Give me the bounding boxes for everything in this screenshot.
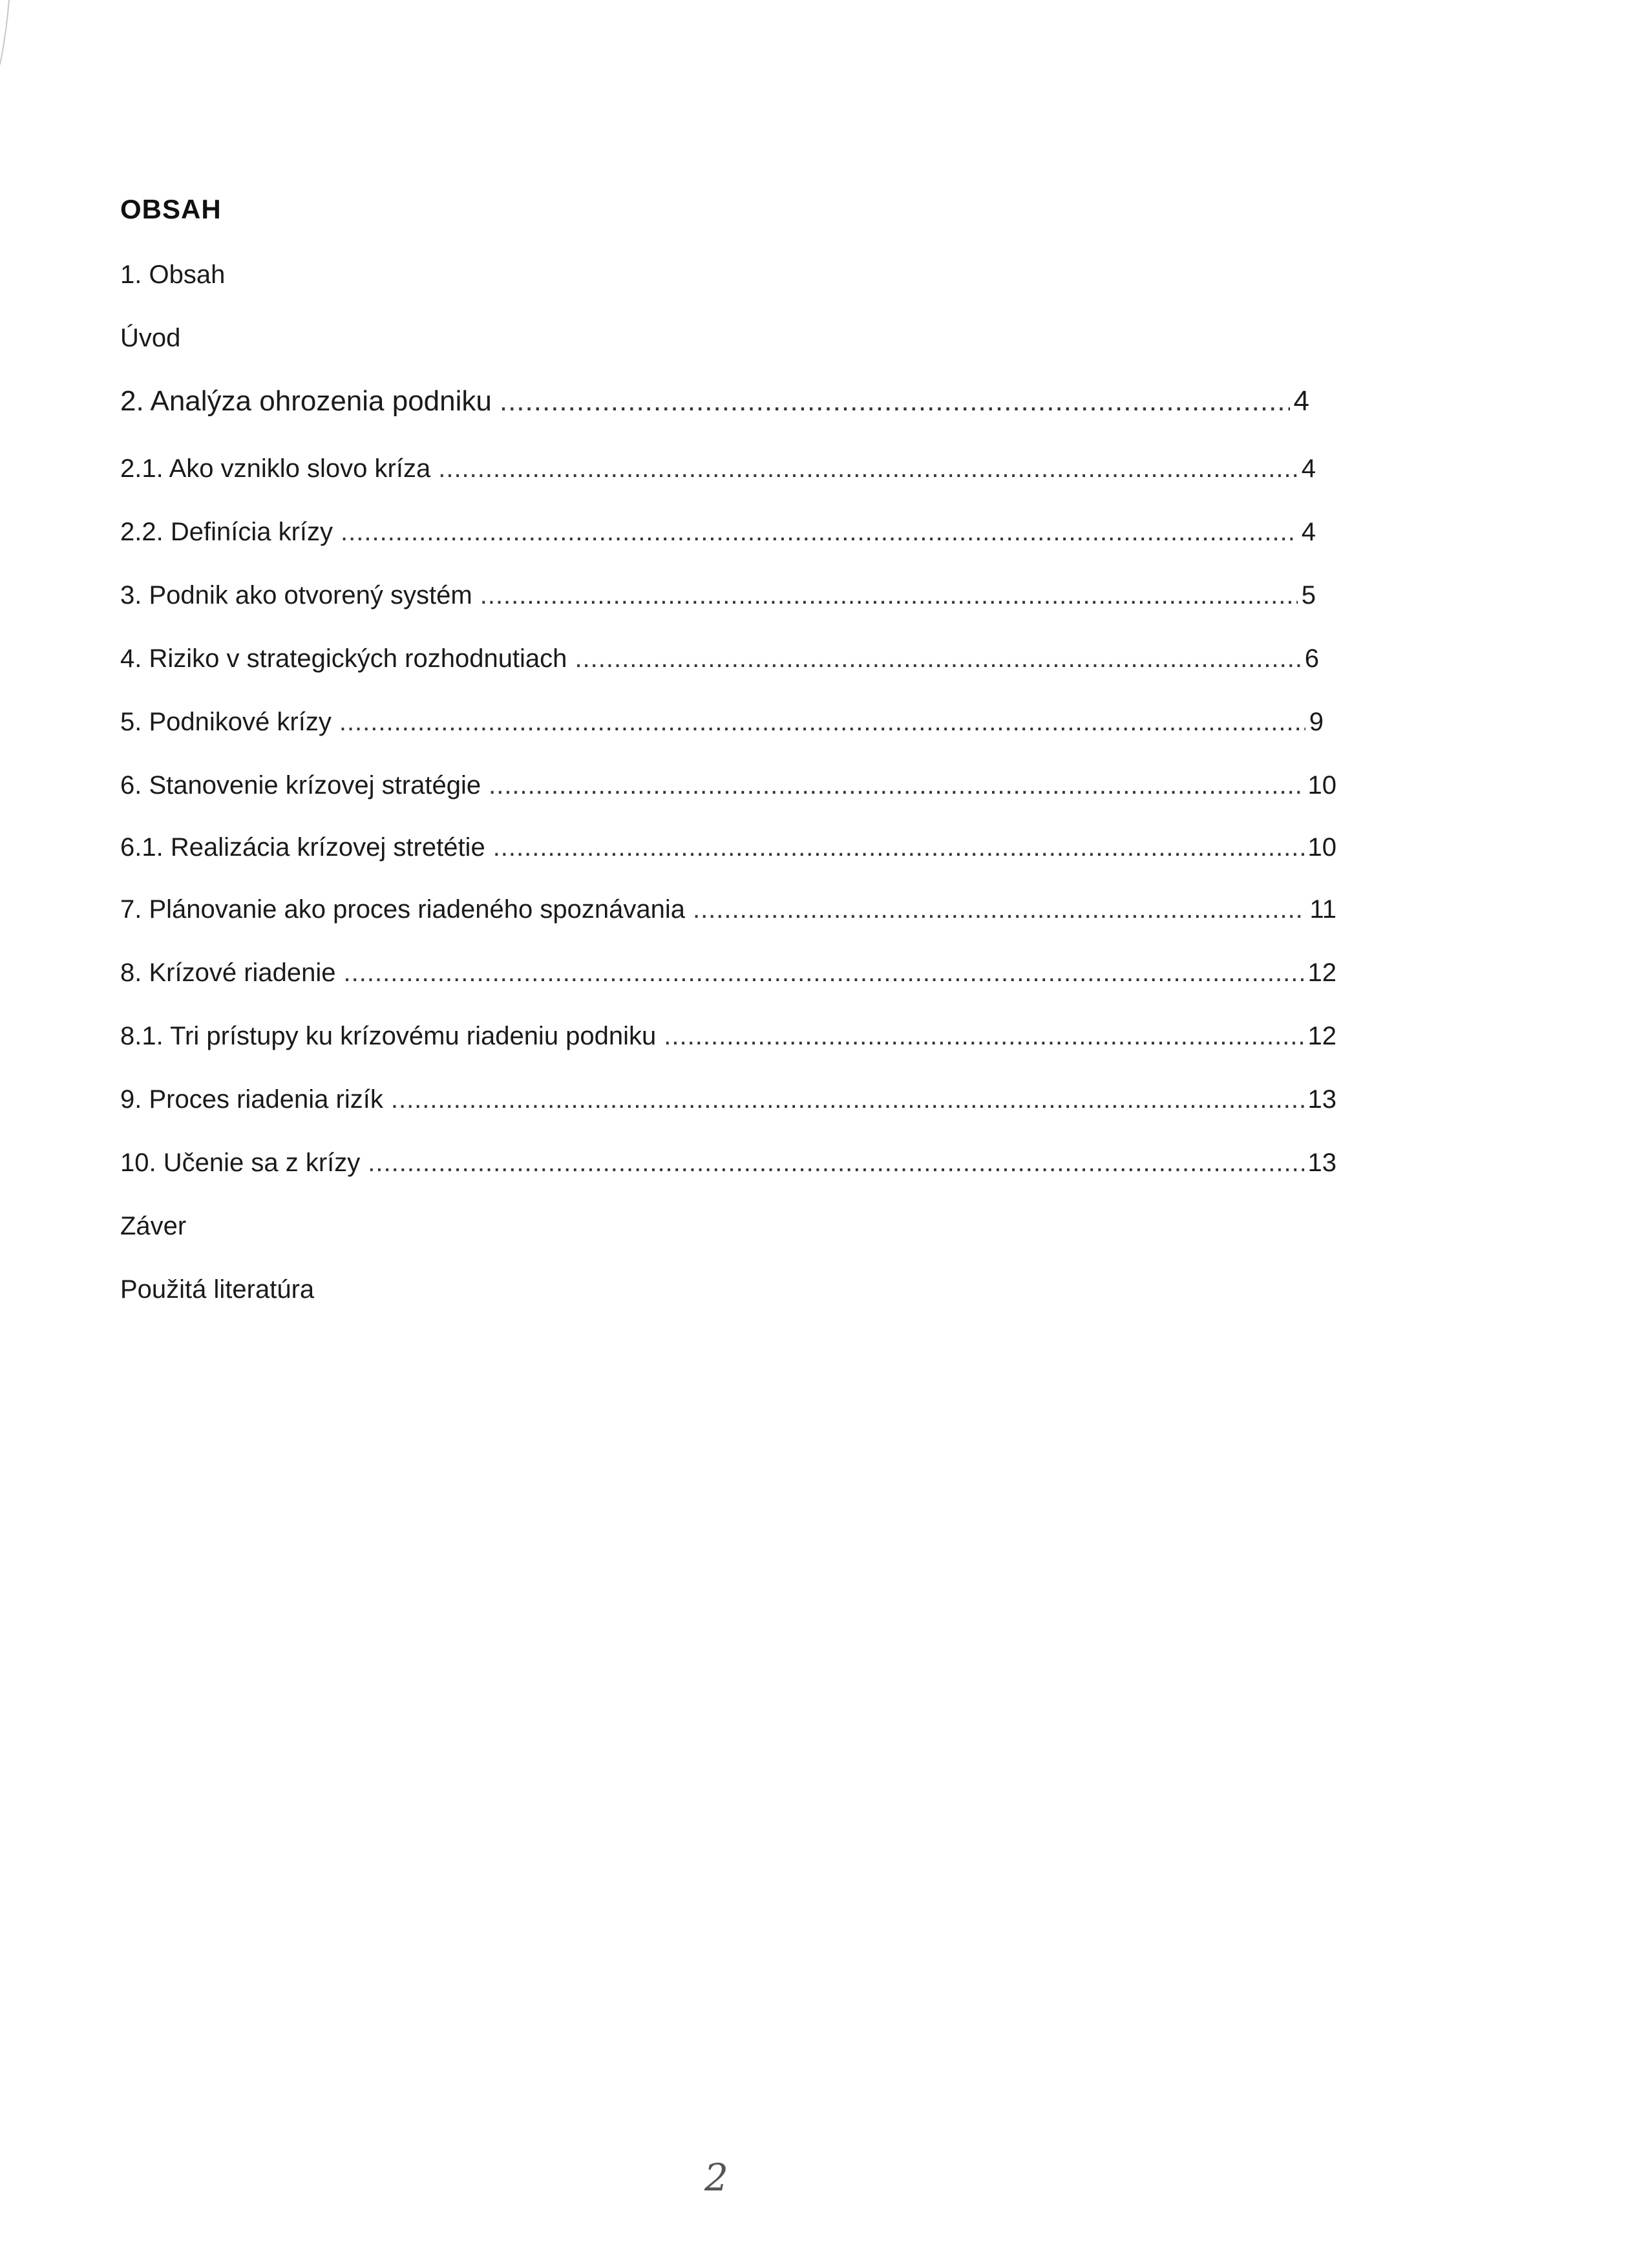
toc-entry-page: 4	[1301, 518, 1316, 546]
toc-entry-page: 10	[1307, 833, 1336, 862]
toc-entry-page: 6	[1304, 644, 1319, 673]
toc-entry-page: 5	[1301, 581, 1316, 609]
toc-entry	[120, 1020, 1336, 1052]
toc-entry	[120, 769, 1336, 801]
toc-entry-title: 8.1. Tri prístupy ku krízovému riadeniu podniku	[120, 1022, 657, 1050]
toc-entry-title: 6. Stanovenie krízovej stratégie	[120, 771, 481, 800]
toc-entry-page: 12	[1307, 1022, 1336, 1050]
toc-leader-dots	[500, 385, 1290, 418]
toc-leader-dots	[480, 579, 1298, 611]
toc-entry-page: 10	[1307, 771, 1336, 800]
toc-entry	[120, 579, 1316, 611]
toc-leader-dots	[438, 452, 1298, 485]
toc-leader-dots	[341, 516, 1298, 548]
toc-leader-dots	[693, 893, 1306, 926]
toc-entry-title: 10. Učenie sa z krízy	[120, 1149, 361, 1177]
handwritten-page-number: 2	[704, 2156, 728, 2199]
toc-entry-title: 7. Plánovanie ako proces riadeného spoznávania	[120, 895, 685, 924]
toc-entry-page: 12	[1307, 959, 1336, 987]
toc-leader-dots	[368, 1147, 1304, 1179]
toc-entry-page: 9	[1309, 708, 1324, 736]
toc-entry	[120, 642, 1319, 675]
toc-item-uvod: Úvod	[120, 324, 181, 352]
toc-entry	[120, 452, 1316, 485]
toc-entry-page: 11	[1309, 895, 1336, 924]
toc-entry-title: 4. Riziko v strategických rozhodnutiach	[120, 644, 567, 673]
toc-leader-dots	[575, 642, 1300, 675]
toc-item-literatura: Použitá literatúra	[120, 1275, 315, 1304]
toc-entry-title: 2.2. Definícia krízy	[120, 518, 333, 546]
toc-entry-title: 8. Krízové riadenie	[120, 959, 336, 987]
toc-leader-dots	[339, 706, 1305, 738]
toc-leader-dots	[391, 1083, 1304, 1116]
toc-leader-dots	[489, 769, 1304, 801]
toc-entry	[120, 1147, 1336, 1179]
toc-entry	[120, 893, 1336, 926]
toc-entry-title: 9. Proces riadenia rizík	[120, 1085, 383, 1114]
toc-entry-page: 13	[1307, 1149, 1336, 1177]
toc-entry-page: 4	[1301, 454, 1316, 483]
toc-leader-dots	[344, 957, 1304, 989]
toc-entry-title: 6.1. Realizácia krízovej stretétie	[120, 833, 485, 862]
toc-leader-dots	[664, 1020, 1304, 1052]
toc-entry	[120, 957, 1336, 989]
toc-item-obsah: 1. Obsah	[120, 260, 226, 289]
toc-entry	[120, 516, 1316, 548]
toc-entry-page: 4	[1293, 385, 1309, 417]
toc-entry	[120, 706, 1324, 738]
toc-entry	[120, 1083, 1336, 1116]
toc-entry-title: 3. Podnik ako otvorený systém	[120, 581, 472, 609]
toc-entry-page: 13	[1307, 1085, 1336, 1114]
toc-entry-title: 2. Analýza ohrozenia podniku	[120, 385, 492, 417]
scan-edge-mark	[0, 0, 26, 78]
toc-entry	[120, 385, 1309, 418]
toc-leader-dots	[493, 831, 1304, 864]
toc-entry-title: 5. Podnikové krízy	[120, 708, 332, 736]
toc-heading: OBSAH	[120, 194, 222, 224]
toc-entry	[120, 831, 1336, 864]
toc-entry-title: 2.1. Ako vzniklo slovo kríza	[120, 454, 431, 483]
toc-item-zaver: Záver	[120, 1212, 187, 1240]
